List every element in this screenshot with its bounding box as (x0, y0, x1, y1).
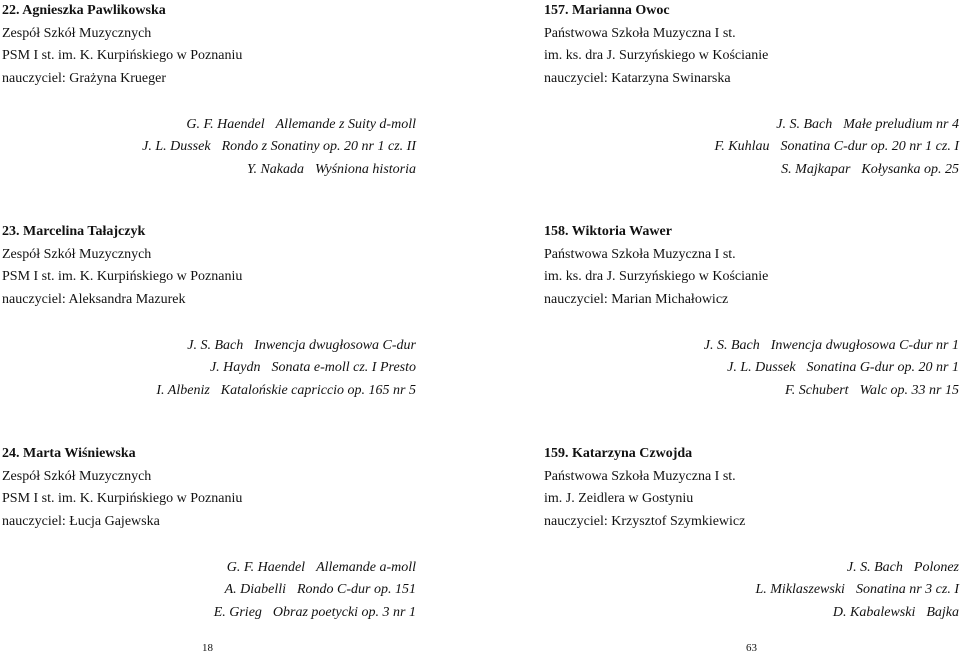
composer: S. Majkapar (781, 162, 851, 178)
teacher-line: nauczyciel: Aleksandra Mazurek (2, 292, 186, 308)
repertoire-item (544, 136, 960, 159)
school-line: PSM I st. im. K. Kurpińskiego w Poznaniu (2, 491, 243, 507)
school-line: Zespół Szkół Muzycznych (2, 468, 152, 484)
composer: J. S. Bach (776, 116, 833, 132)
composer: G. F. Haendel (226, 559, 306, 575)
composer: J. S. Bach (846, 559, 903, 575)
piece-title: Rondo z Sonatiny op. 20 nr 1 cz. II (221, 139, 416, 155)
repertoire-item (2, 380, 440, 403)
piece-title: Allemande a-moll (316, 559, 416, 575)
teacher-line: nauczyciel: Łucja Gajewska (2, 514, 160, 530)
participant-entry (2, 443, 440, 625)
participant-entry (544, 0, 960, 182)
participant-entry (544, 221, 960, 403)
piece-title: Inwencja dwugłosowa C-dur nr 1 (770, 337, 959, 353)
teacher-line: nauczyciel: Krzysztof Szymkiewicz (544, 514, 746, 530)
repertoire-item (544, 579, 960, 602)
composer: F. Schubert (785, 383, 849, 399)
piece-title: Rondo C-dur op. 151 (297, 582, 416, 598)
piece-title: Sonata e-moll cz. I Presto (271, 360, 416, 376)
school-line: PSM I st. im. K. Kurpińskiego w Poznaniu (2, 269, 243, 285)
repertoire-item (2, 136, 440, 159)
piece-title: Kołysanka op. 25 (861, 162, 959, 178)
teacher-line: nauczyciel: Marian Michałowicz (544, 292, 729, 308)
participant-entry (2, 221, 440, 403)
teacher-line: nauczyciel: Katarzyna Swinarska (544, 71, 731, 87)
composer: L. Miklaszewski (755, 582, 845, 598)
piece-title: Allemande z Suity d-moll (275, 116, 416, 132)
school-line: Państwowa Szkoła Muzyczna I st. (544, 246, 736, 262)
piece-title: Inwencja dwugłosowa C-dur (254, 337, 416, 353)
repertoire-item (2, 579, 440, 602)
composer: J. Haydn (209, 360, 261, 376)
repertoire-item (544, 557, 960, 580)
school-line: Państwowa Szkoła Muzyczna I st. (544, 25, 736, 41)
repertoire-item (544, 114, 960, 137)
composer: J. L. Dussek (142, 139, 211, 155)
composer: J. S. Bach (703, 337, 760, 353)
composer: J. L. Dussek (727, 360, 796, 376)
school-line: PSM I st. im. K. Kurpińskiego w Poznaniu (2, 48, 243, 64)
school-line: Państwowa Szkoła Muzyczna I st. (544, 468, 736, 484)
school-line: im. ks. dra J. Surzyńskiego w Kościanie (544, 48, 769, 64)
participant-name: 23. Marcelina Tałajczyk (2, 224, 146, 239)
repertoire-item (544, 602, 960, 625)
page-number-left: 18 (202, 642, 213, 654)
repertoire-item (2, 357, 440, 380)
piece-title: Wyśniona historia (315, 162, 416, 178)
participant-name: 159. Katarzyna Czwojda (544, 446, 693, 461)
piece-title: Katalońskie capriccio op. 165 nr 5 (220, 383, 416, 399)
school-line: im. J. Zeidlera w Gostyniu (544, 491, 694, 507)
composer: J. S. Bach (187, 337, 244, 353)
composer: F. Kuhlau (714, 139, 770, 155)
piece-title: Polonez (913, 559, 959, 575)
participant-name: 157. Marianna Owoc (544, 3, 670, 18)
repertoire-item (544, 380, 960, 403)
piece-title: Sonatina C-dur op. 20 nr 1 cz. I (780, 139, 959, 155)
repertoire-item (2, 335, 440, 358)
piece-title: Małe preludium nr 4 (843, 116, 959, 132)
participant-name: 22. Agnieszka Pawlikowska (2, 3, 166, 18)
school-line: Zespół Szkół Muzycznych (2, 246, 152, 262)
participant-entry (544, 443, 960, 625)
repertoire-item (544, 159, 960, 182)
repertoire-item (2, 114, 440, 137)
piece-title: Obraz poetycki op. 3 nr 1 (272, 605, 416, 621)
school-line: im. ks. dra J. Surzyńskiego w Kościanie (544, 269, 769, 285)
repertoire-item (2, 557, 440, 580)
composer: I. Albeniz (156, 383, 210, 399)
piece-title: Bajka (926, 605, 959, 621)
repertoire-item (2, 159, 440, 182)
piece-title: Sonatina nr 3 cz. I (855, 582, 959, 598)
composer: Y. Nakada (246, 162, 304, 178)
participant-name: 158. Wiktoria Wawer (544, 224, 672, 239)
repertoire-item (544, 357, 960, 380)
school-line: Zespół Szkół Muzycznych (2, 25, 152, 41)
composer: G. F. Haendel (186, 116, 265, 132)
composer: A. Diabelli (224, 582, 286, 598)
teacher-line: nauczyciel: Grażyna Krueger (2, 71, 167, 87)
composer: D. Kabalewski (832, 605, 916, 621)
composer: E. Grieg (213, 605, 262, 621)
repertoire-item (2, 602, 440, 625)
participant-entry (2, 0, 440, 182)
piece-title: Sonatina G-dur op. 20 nr 1 (806, 360, 959, 376)
repertoire-item (544, 335, 960, 358)
piece-title: Walc op. 33 nr 15 (859, 383, 959, 399)
participant-name: 24. Marta Wiśniewska (2, 446, 136, 461)
page-number-right: 63 (746, 642, 757, 654)
